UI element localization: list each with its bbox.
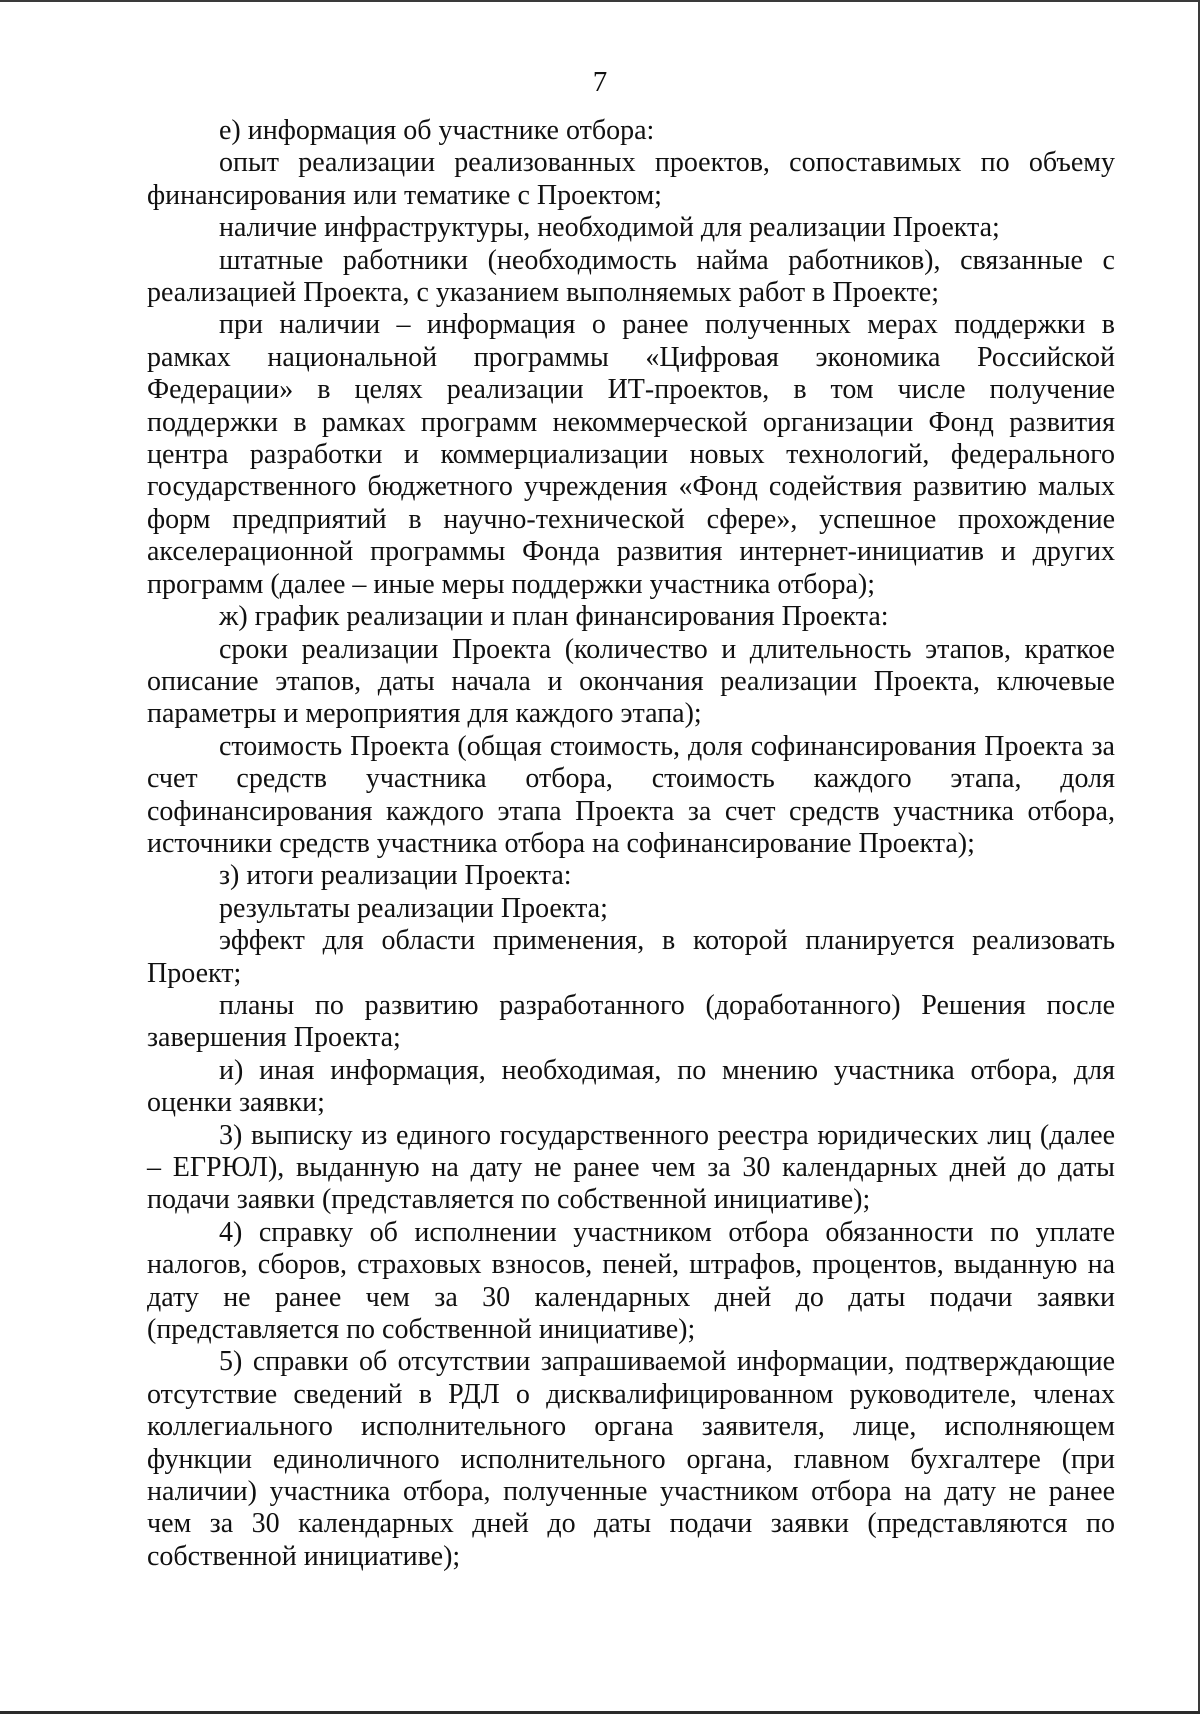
paragraph-4-tax-certificate: 4) справку об исполнении участником отбора обязанности по уплате налогов, сборов, страховых взносов, пеней, штрафов, процентов, выданную на дату не ранее чем за 30 календарных дней до даты подачи заявки (представляется по собственной инициативе); (147, 1216, 1115, 1346)
paragraph-development-plans: планы по развитию разработанного (доработанного) Решения после завершения Проекта; (147, 989, 1115, 1054)
paragraph-timeline: сроки реализации Проекта (количество и длительность этапов, краткое описание этапов, даты начала и окончания реализации Проекта, ключевые параметры и мероприятия для каждого этапа); (147, 633, 1115, 730)
paragraph-z-results: з) итоги реализации Проекта: (219, 860, 572, 892)
paragraph-3-egrul-extract: 3) выписку из единого государственного реестра юридических лиц (далее – ЕГРЮЛ), выданную на дату не ранее чем за 30 календарных дней до даты подачи заявки (представляется по собственной инициативе); (147, 1119, 1115, 1216)
paragraph-effect: эффект для области применения, в которой планируется реализовать Проект; (147, 925, 1115, 989)
paragraph-zh-schedule: ж) график реализации и план финансирования Проекта: (219, 601, 889, 633)
document-body (147, 115, 1115, 1573)
paragraph-infrastructure: наличие инфраструктуры, необходимой для реализации Проекта; (219, 212, 1000, 244)
page-number: 7 (592, 66, 608, 98)
paragraph-support-measures: при наличии – информация о ранее полученных мерах поддержки в рамках национальной программы «Цифровая экономика Российской Федерации» в целях реализации ИТ-проектов, в том числе получение поддержки в рамках программ некоммерческой организации Фонд развития центра разработки и коммерциализации новых технологий, федерального государственного бюджетного учреждения «Фонд содействия развитию малых форм предприятий в научно-технической сфере», успешное прохождение акселерационной программы Фонда развития интернет-инициатив и других программ (далее – иные меры поддержки участника отбора); (147, 309, 1115, 600)
scan-edge-top (0, 0, 1200, 2)
paragraph-i-other-info: и) иная информация, необходимая, по мнению участника отбора, для оценки заявки; (147, 1054, 1115, 1119)
paragraph-staff: штатные работники (необходимость найма работников), связанные с реализацией Проекта, с указанием выполняемых работ в Проекте; (147, 244, 1115, 309)
paragraph-5-rdl-certificates: 5) справки об отсутствии запрашиваемой информации, подтверждающие отсутствие сведений в РДЛ о дисквалифицированном руководителе, членах коллегиального исполнительного органа заявителя, лице, исполняющем функции единоличного исполнительного органа, главном бухгалтере (при наличии) участника отбора, полученные участником отбора на дату не ранее чем за 30 календарных дней до даты подачи заявки (представляются по собственной инициативе); (147, 1346, 1115, 1572)
paragraph-experience: опыт реализации реализованных проектов, сопоставимых по объему финансирования или тематике с Проектом; (147, 147, 1115, 211)
paragraph-cost: стоимость Проекта (общая стоимость, доля софинансирования Проекта за счет средств участника отбора, стоимость каждого этапа, доля софинансирования каждого этапа Проекта за счет средств участника отбора, источники средств участника отбора на софинансирование Проекта); (147, 730, 1115, 859)
paragraph-results: результаты реализации Проекта; (219, 892, 608, 924)
paragraph-e-participant-info: е) информация об участнике отбора: (219, 115, 655, 146)
